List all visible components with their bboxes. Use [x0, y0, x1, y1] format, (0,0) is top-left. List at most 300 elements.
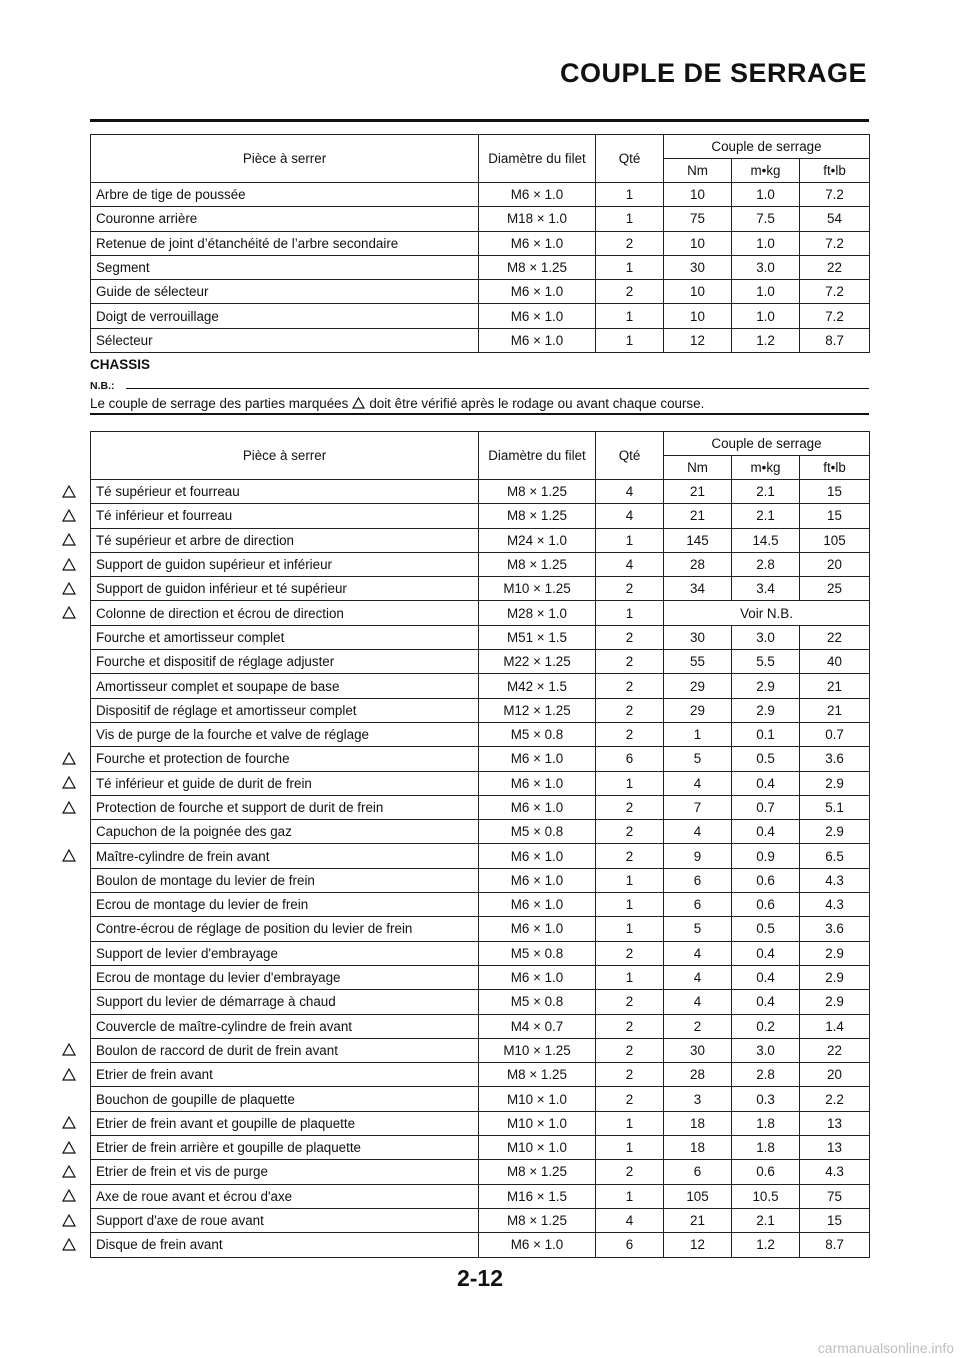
- mkg-cell: 1.8: [732, 1136, 800, 1160]
- nm-cell: 55: [664, 650, 732, 674]
- ftlb-cell: 13: [800, 1136, 870, 1160]
- ftlb-cell: 0.7: [800, 722, 870, 746]
- qty-cell: 2: [596, 820, 664, 844]
- qty-cell: 2: [596, 674, 664, 698]
- thread-cell: M6 × 1.0: [479, 183, 596, 207]
- mkg-cell: 1.2: [732, 1233, 800, 1257]
- table-row: [91, 552, 870, 576]
- part-cell: Support d'axe de roue avant: [91, 1208, 479, 1232]
- triangle-mark-icon: [62, 606, 76, 619]
- mkg-cell: 0.4: [732, 965, 800, 989]
- nm-cell: 18: [664, 1111, 732, 1135]
- triangle-mark-icon: [62, 776, 76, 789]
- ftlb-cell: 20: [800, 1063, 870, 1087]
- part-cell: Boulon de montage du levier de frein: [91, 868, 479, 892]
- nm-cell: 2: [664, 1014, 732, 1038]
- mkg-cell: 10.5: [732, 1184, 800, 1208]
- ftlb-cell: 7.2: [800, 183, 870, 207]
- thread-cell: M6 × 1.0: [479, 280, 596, 304]
- triangle-mark-icon: [62, 558, 76, 571]
- triangle-mark-icon: [62, 1189, 76, 1202]
- nm-cell: 21: [664, 480, 732, 504]
- qty-cell: 2: [596, 1063, 664, 1087]
- table-row: [91, 1184, 870, 1208]
- thread-cell: M6 × 1.0: [479, 795, 596, 819]
- thread-cell: M6 × 1.0: [479, 231, 596, 255]
- part-cell: Maître-cylindre de frein avant: [91, 844, 479, 868]
- table-row: [91, 280, 870, 304]
- qty-cell: 2: [596, 722, 664, 746]
- header-nm: Nm: [664, 456, 732, 480]
- nm-cell: 1: [664, 722, 732, 746]
- part-cell: Guide de sélecteur: [91, 280, 479, 304]
- mkg-cell: 0.6: [732, 1160, 800, 1184]
- mkg-cell: 2.9: [732, 674, 800, 698]
- ftlb-cell: 22: [800, 625, 870, 649]
- ftlb-cell: 4.3: [800, 868, 870, 892]
- qty-cell: 2: [596, 650, 664, 674]
- nm-cell: 5: [664, 917, 732, 941]
- note-label: N.B.:: [90, 380, 115, 392]
- qty-cell: 1: [596, 601, 664, 625]
- thread-cell: M5 × 0.8: [479, 820, 596, 844]
- mkg-cell: 1.8: [732, 1111, 800, 1135]
- thread-cell: M5 × 0.8: [479, 941, 596, 965]
- header-mkg: m•kg: [732, 456, 800, 480]
- header-part: Pièce à serrer: [91, 135, 479, 183]
- table-row: [91, 480, 870, 504]
- thread-cell: M8 × 1.25: [479, 1208, 596, 1232]
- part-cell: Support de guidon supérieur et inférieur: [91, 552, 479, 576]
- table-row: [91, 328, 870, 352]
- qty-cell: 2: [596, 1087, 664, 1111]
- mkg-cell: 3.0: [732, 625, 800, 649]
- nm-cell: 7: [664, 795, 732, 819]
- mkg-cell: 0.7: [732, 795, 800, 819]
- part-cell: Arbre de tige de poussée: [91, 183, 479, 207]
- triangle-mark-icon: [62, 1141, 76, 1154]
- header-torque: Couple de serrage: [664, 135, 870, 159]
- ftlb-cell: 22: [800, 1038, 870, 1062]
- ftlb-cell: 2.9: [800, 990, 870, 1014]
- table-row: [91, 1208, 870, 1232]
- qty-cell: 2: [596, 698, 664, 722]
- ftlb-cell: 54: [800, 207, 870, 231]
- note-text: [90, 396, 704, 412]
- ftlb-cell: 13: [800, 1111, 870, 1135]
- thread-cell: M6 × 1.0: [479, 328, 596, 352]
- part-cell: Couvercle de maître-cylindre de frein avant: [91, 1014, 479, 1038]
- thread-cell: M16 × 1.5: [479, 1184, 596, 1208]
- triangle-mark-icon: [62, 1116, 76, 1129]
- ftlb-cell: 1.4: [800, 1014, 870, 1038]
- note-text-before: Le couple de serrage des parties marquées: [90, 396, 349, 411]
- table-row: [91, 650, 870, 674]
- part-cell: Ecrou de montage du levier d'embrayage: [91, 965, 479, 989]
- ftlb-cell: 7.2: [800, 231, 870, 255]
- part-cell: Té inférieur et fourreau: [91, 504, 479, 528]
- torque-note-cell: Voir N.B.: [664, 601, 870, 625]
- triangle-mark-icon: [352, 397, 365, 412]
- mkg-cell: 1.0: [732, 231, 800, 255]
- thread-cell: M42 × 1.5: [479, 674, 596, 698]
- thread-cell: M51 × 1.5: [479, 625, 596, 649]
- qty-cell: 1: [596, 528, 664, 552]
- table-row: [91, 844, 870, 868]
- table-row: [91, 795, 870, 819]
- header-ftlb: ft•lb: [800, 456, 870, 480]
- mkg-cell: 5.5: [732, 650, 800, 674]
- nm-cell: 12: [664, 328, 732, 352]
- table-row: [91, 183, 870, 207]
- nm-cell: 29: [664, 674, 732, 698]
- part-cell: Support de guidon inférieur et té supérieur: [91, 577, 479, 601]
- part-cell: Fourche et amortisseur complet: [91, 625, 479, 649]
- qty-cell: 4: [596, 552, 664, 576]
- mkg-cell: 3.4: [732, 577, 800, 601]
- ftlb-cell: 3.6: [800, 747, 870, 771]
- ftlb-cell: 3.6: [800, 917, 870, 941]
- triangle-mark-icon: [62, 1043, 76, 1056]
- nm-cell: 21: [664, 504, 732, 528]
- section-title: CHASSIS: [90, 357, 151, 372]
- ftlb-cell: 15: [800, 504, 870, 528]
- part-cell: Fourche et protection de fourche: [91, 747, 479, 771]
- nm-cell: 34: [664, 577, 732, 601]
- nm-cell: 105: [664, 1184, 732, 1208]
- mkg-cell: 3.0: [732, 255, 800, 279]
- nm-cell: 4: [664, 771, 732, 795]
- header-mkg: m•kg: [732, 159, 800, 183]
- thread-cell: M6 × 1.0: [479, 747, 596, 771]
- thread-cell: M10 × 1.25: [479, 1038, 596, 1062]
- thread-cell: M5 × 0.8: [479, 722, 596, 746]
- qty-cell: 2: [596, 1014, 664, 1038]
- thread-cell: M8 × 1.25: [479, 480, 596, 504]
- triangle-mark-icon: [62, 1165, 76, 1178]
- table-row: [91, 1087, 870, 1111]
- ftlb-cell: 20: [800, 552, 870, 576]
- ftlb-cell: 4.3: [800, 1160, 870, 1184]
- triangle-mark-icon: [62, 1238, 76, 1251]
- header-torque: Couple de serrage: [664, 432, 870, 456]
- ftlb-cell: 8.7: [800, 1233, 870, 1257]
- torque-table-engine: [90, 134, 870, 353]
- qty-cell: 1: [596, 1111, 664, 1135]
- ftlb-cell: 7.2: [800, 280, 870, 304]
- part-cell: Etrier de frein arrière et goupille de plaquette: [91, 1136, 479, 1160]
- thread-cell: M12 × 1.25: [479, 698, 596, 722]
- part-cell: Contre-écrou de réglage de position du levier de frein: [91, 917, 479, 941]
- mkg-cell: 0.1: [732, 722, 800, 746]
- qty-cell: 2: [596, 231, 664, 255]
- ftlb-cell: 22: [800, 255, 870, 279]
- ftlb-cell: 2.9: [800, 941, 870, 965]
- table-row: [91, 722, 870, 746]
- mkg-cell: 2.9: [732, 698, 800, 722]
- nm-cell: 18: [664, 1136, 732, 1160]
- qty-cell: 1: [596, 304, 664, 328]
- page-title: COUPLE DE SERRAGE: [559, 58, 867, 88]
- qty-cell: 6: [596, 1233, 664, 1257]
- triangle-mark-icon: [62, 849, 76, 862]
- nm-cell: 30: [664, 255, 732, 279]
- ftlb-cell: 8.7: [800, 328, 870, 352]
- header-ftlb: ft•lb: [800, 159, 870, 183]
- part-cell: Etrier de frein et vis de purge: [91, 1160, 479, 1184]
- mkg-cell: 0.9: [732, 844, 800, 868]
- header-thread: Diamètre du filet: [479, 135, 596, 183]
- nm-cell: 75: [664, 207, 732, 231]
- qty-cell: 1: [596, 207, 664, 231]
- thread-cell: M6 × 1.0: [479, 771, 596, 795]
- ftlb-cell: 40: [800, 650, 870, 674]
- triangle-mark-icon: [62, 533, 76, 546]
- mkg-cell: 7.5: [732, 207, 800, 231]
- mkg-cell: 0.4: [732, 941, 800, 965]
- thread-cell: M10 × 1.25: [479, 577, 596, 601]
- mkg-cell: 2.8: [732, 552, 800, 576]
- part-cell: Disque de frein avant: [91, 1233, 479, 1257]
- triangle-mark-icon: [62, 752, 76, 765]
- qty-cell: 2: [596, 1160, 664, 1184]
- thread-cell: M10 × 1.0: [479, 1087, 596, 1111]
- table-row: [91, 231, 870, 255]
- nm-cell: 4: [664, 820, 732, 844]
- qty-cell: 6: [596, 747, 664, 771]
- thread-cell: M6 × 1.0: [479, 893, 596, 917]
- nm-cell: 28: [664, 552, 732, 576]
- part-cell: Etrier de frein avant: [91, 1063, 479, 1087]
- triangle-mark-icon: [62, 485, 76, 498]
- part-cell: Bouchon de goupille de plaquette: [91, 1087, 479, 1111]
- table-row: [91, 1160, 870, 1184]
- mkg-cell: 2.1: [732, 504, 800, 528]
- note-rule: [126, 388, 869, 389]
- thread-cell: M6 × 1.0: [479, 965, 596, 989]
- part-cell: Té supérieur et fourreau: [91, 480, 479, 504]
- table-row: [91, 868, 870, 892]
- mkg-cell: 2.1: [732, 480, 800, 504]
- part-cell: Segment: [91, 255, 479, 279]
- triangle-mark-icon: [62, 1068, 76, 1081]
- qty-cell: 2: [596, 844, 664, 868]
- nm-cell: 10: [664, 231, 732, 255]
- triangle-mark-icon: [62, 509, 76, 522]
- table-row: [91, 1038, 870, 1062]
- table-row: [91, 674, 870, 698]
- ftlb-cell: 2.9: [800, 820, 870, 844]
- qty-cell: 2: [596, 280, 664, 304]
- qty-cell: 1: [596, 183, 664, 207]
- nm-cell: 10: [664, 304, 732, 328]
- thread-cell: M8 × 1.25: [479, 1063, 596, 1087]
- table-row: [91, 698, 870, 722]
- qty-cell: 4: [596, 1208, 664, 1232]
- nm-cell: 30: [664, 625, 732, 649]
- nm-cell: 3: [664, 1087, 732, 1111]
- nm-cell: 28: [664, 1063, 732, 1087]
- table-row: [91, 207, 870, 231]
- mkg-cell: 0.2: [732, 1014, 800, 1038]
- nm-cell: 10: [664, 183, 732, 207]
- note-text-after: doit être vérifié après le rodage ou avant chaque course.: [369, 396, 705, 411]
- table-row: [91, 917, 870, 941]
- triangle-mark-icon: [62, 801, 76, 814]
- table-row: [91, 601, 870, 625]
- title-rule: [90, 119, 869, 122]
- nm-cell: 12: [664, 1233, 732, 1257]
- thread-cell: M24 × 1.0: [479, 528, 596, 552]
- thread-cell: M28 × 1.0: [479, 601, 596, 625]
- torque-table-chassis: [90, 431, 870, 1258]
- thread-cell: M6 × 1.0: [479, 1233, 596, 1257]
- table-row: [91, 577, 870, 601]
- mkg-cell: 1.2: [732, 328, 800, 352]
- thread-cell: M10 × 1.0: [479, 1136, 596, 1160]
- note-bottom-rule: [90, 413, 869, 415]
- ftlb-cell: 2.9: [800, 771, 870, 795]
- part-cell: Axe de roue avant et écrou d'axe: [91, 1184, 479, 1208]
- table-row: [91, 990, 870, 1014]
- thread-cell: M6 × 1.0: [479, 868, 596, 892]
- part-cell: Doigt de verrouillage: [91, 304, 479, 328]
- table-row: [91, 1014, 870, 1038]
- nm-cell: 6: [664, 1160, 732, 1184]
- part-cell: Etrier de frein avant et goupille de plaquette: [91, 1111, 479, 1135]
- watermark: carmanualsonline.info: [817, 1340, 954, 1356]
- nm-cell: 30: [664, 1038, 732, 1062]
- part-cell: Dispositif de réglage et amortisseur complet: [91, 698, 479, 722]
- ftlb-cell: 21: [800, 698, 870, 722]
- mkg-cell: 0.3: [732, 1087, 800, 1111]
- ftlb-cell: 25: [800, 577, 870, 601]
- qty-cell: 2: [596, 1038, 664, 1062]
- thread-cell: M4 × 0.7: [479, 1014, 596, 1038]
- qty-cell: 1: [596, 868, 664, 892]
- thread-cell: M18 × 1.0: [479, 207, 596, 231]
- part-cell: Té supérieur et arbre de direction: [91, 528, 479, 552]
- triangle-mark-icon: [62, 582, 76, 595]
- part-cell: Fourche et dispositif de réglage adjuster: [91, 650, 479, 674]
- table-row: [91, 1233, 870, 1257]
- part-cell: Couronne arrière: [91, 207, 479, 231]
- mkg-cell: 3.0: [732, 1038, 800, 1062]
- ftlb-cell: 6.5: [800, 844, 870, 868]
- mkg-cell: 0.4: [732, 820, 800, 844]
- ftlb-cell: 21: [800, 674, 870, 698]
- ftlb-cell: 15: [800, 1208, 870, 1232]
- thread-cell: M6 × 1.0: [479, 844, 596, 868]
- part-cell: Boulon de raccord de durit de frein avant: [91, 1038, 479, 1062]
- qty-cell: 2: [596, 795, 664, 819]
- header-qty: Qté: [596, 135, 664, 183]
- nm-cell: 4: [664, 965, 732, 989]
- table-row: [91, 255, 870, 279]
- ftlb-cell: 2.2: [800, 1087, 870, 1111]
- qty-cell: 2: [596, 990, 664, 1014]
- header-thread: Diamètre du filet: [479, 432, 596, 480]
- nm-cell: 21: [664, 1208, 732, 1232]
- table-row: [91, 771, 870, 795]
- nm-cell: 6: [664, 893, 732, 917]
- qty-cell: 1: [596, 1184, 664, 1208]
- thread-cell: M8 × 1.25: [479, 552, 596, 576]
- qty-cell: 4: [596, 504, 664, 528]
- qty-cell: 2: [596, 577, 664, 601]
- mkg-cell: 14.5: [732, 528, 800, 552]
- table-row: [91, 625, 870, 649]
- table-row: [91, 1063, 870, 1087]
- nm-cell: 10: [664, 280, 732, 304]
- qty-cell: 1: [596, 255, 664, 279]
- table-row: [91, 528, 870, 552]
- table-row: [91, 1136, 870, 1160]
- qty-cell: 1: [596, 328, 664, 352]
- part-cell: Support du levier de démarrage à chaud: [91, 990, 479, 1014]
- table-row: [91, 941, 870, 965]
- thread-cell: M5 × 0.8: [479, 990, 596, 1014]
- part-cell: Vis de purge de la fourche et valve de réglage: [91, 722, 479, 746]
- thread-cell: M10 × 1.0: [479, 1111, 596, 1135]
- part-cell: Amortisseur complet et soupape de base: [91, 674, 479, 698]
- nm-cell: 29: [664, 698, 732, 722]
- thread-cell: M8 × 1.25: [479, 1160, 596, 1184]
- ftlb-cell: 105: [800, 528, 870, 552]
- mkg-cell: 1.0: [732, 304, 800, 328]
- nm-cell: 4: [664, 990, 732, 1014]
- table-row: [91, 1111, 870, 1135]
- table-row: [91, 965, 870, 989]
- nm-cell: 5: [664, 747, 732, 771]
- mkg-cell: 0.4: [732, 771, 800, 795]
- header-nm: Nm: [664, 159, 732, 183]
- mkg-cell: 2.1: [732, 1208, 800, 1232]
- triangle-mark-icon: [62, 1214, 76, 1227]
- part-cell: Ecrou de montage du levier de frein: [91, 893, 479, 917]
- mkg-cell: 0.6: [732, 893, 800, 917]
- part-cell: Protection de fourche et support de durit de frein: [91, 795, 479, 819]
- qty-cell: 4: [596, 480, 664, 504]
- nm-cell: 9: [664, 844, 732, 868]
- part-cell: Capuchon de la poignée des gaz: [91, 820, 479, 844]
- part-cell: Sélecteur: [91, 328, 479, 352]
- table-row: [91, 820, 870, 844]
- mkg-cell: 0.6: [732, 868, 800, 892]
- nm-cell: 6: [664, 868, 732, 892]
- qty-cell: 1: [596, 1136, 664, 1160]
- table-row: [91, 747, 870, 771]
- thread-cell: M8 × 1.25: [479, 504, 596, 528]
- ftlb-cell: 15: [800, 480, 870, 504]
- ftlb-cell: 2.9: [800, 965, 870, 989]
- thread-cell: M6 × 1.0: [479, 917, 596, 941]
- qty-cell: 2: [596, 625, 664, 649]
- qty-cell: 2: [596, 941, 664, 965]
- mkg-cell: 2.8: [732, 1063, 800, 1087]
- part-cell: Té inférieur et guide de durit de frein: [91, 771, 479, 795]
- thread-cell: M8 × 1.25: [479, 255, 596, 279]
- qty-cell: 1: [596, 771, 664, 795]
- nm-cell: 145: [664, 528, 732, 552]
- mkg-cell: 0.5: [732, 747, 800, 771]
- qty-cell: 1: [596, 965, 664, 989]
- part-cell: Retenue de joint d’étanchéité de l’arbre secondaire: [91, 231, 479, 255]
- nm-cell: 4: [664, 941, 732, 965]
- table-row: [91, 504, 870, 528]
- table-row: [91, 304, 870, 328]
- part-cell: Colonne de direction et écrou de direction: [91, 601, 479, 625]
